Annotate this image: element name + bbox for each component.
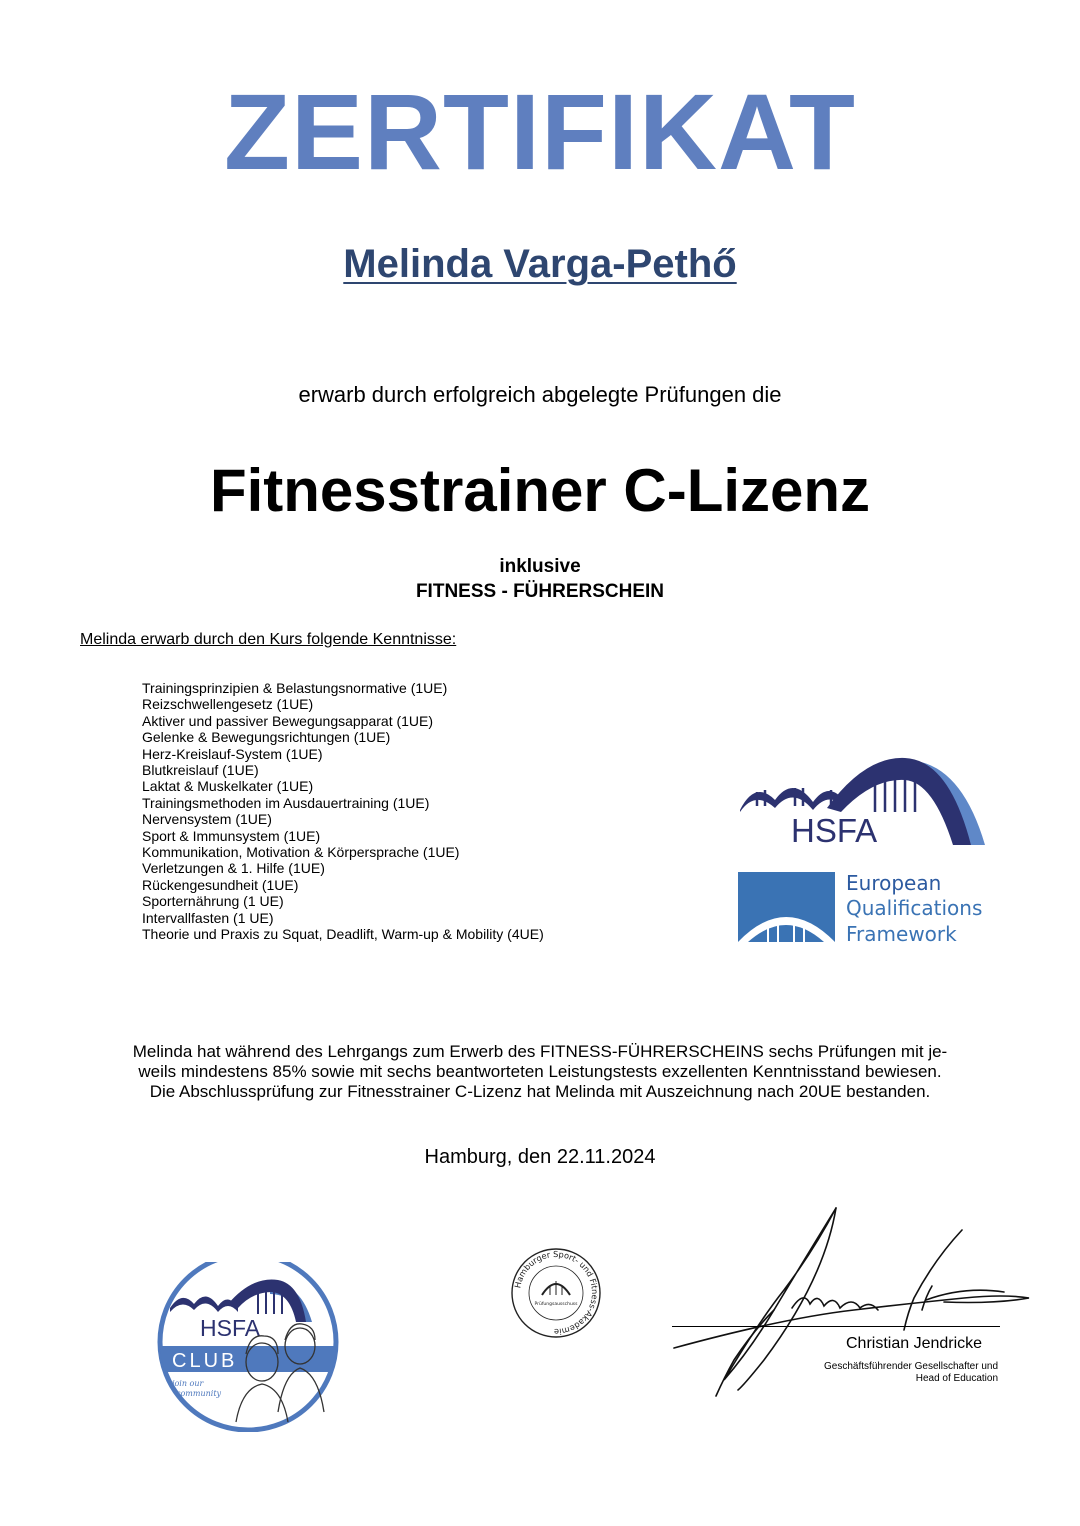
inclusive-label: inklusive xyxy=(499,556,581,577)
topic-item: Theorie und Praxis zu Squat, Deadlift, Warm-up & Mobility (4UE) xyxy=(142,926,544,943)
summary-paragraph xyxy=(0,1042,1080,1102)
topic-item: Sporternährung (1 UE) xyxy=(142,893,284,910)
license-title: Fitnesstrainer C-Lizenz xyxy=(209,457,871,524)
eqf-line-1: European xyxy=(846,871,942,895)
topic-item: Intervallfasten (1 UE) xyxy=(142,909,274,926)
topic-item: Rückengesundheit (1UE) xyxy=(142,876,299,893)
hsfa-club-badge xyxy=(150,1262,350,1432)
summary-line: weils mindestens 85% sowie mit sechs beantworteten Leistungstests exzellenten Kenntnisstand bewiesen. xyxy=(138,1062,942,1081)
club-tagline-1: join our xyxy=(172,1379,204,1388)
club-text: CLUB xyxy=(172,1350,238,1372)
place-date: Hamburg, den 22.11.2024 xyxy=(424,1146,656,1168)
knowledge-heading: Melinda erwarb durch den Kurs folgende Kenntnisse: xyxy=(80,631,457,648)
summary-line: Die Abschlussprüfung zur Fitnesstrainer C-Lizenz hat Melinda mit Auszeichnung nach 20UE bestanden. xyxy=(149,1082,931,1101)
topic-item: Blutkreislauf (1UE) xyxy=(142,762,259,779)
topics-list xyxy=(142,680,544,943)
club-hsfa-text: HSFA xyxy=(200,1315,261,1341)
hsfa-logo xyxy=(735,750,990,850)
academy-seal xyxy=(510,1247,602,1339)
eqf-line-2: Qualifications xyxy=(846,896,983,920)
eqf-logo xyxy=(738,870,988,946)
topic-item: Sport & Immunsystem (1UE) xyxy=(142,827,321,844)
seal-ring-text: Hamburger Sport- und Fitness-Akademie xyxy=(512,1248,601,1338)
topic-item: Verletzungen & 1. Hilfe (1UE) xyxy=(142,860,325,877)
signer-role xyxy=(780,1361,998,1385)
topic-item: Herz-Kreislauf-System (1UE) xyxy=(142,745,323,762)
intro-text: erwarb durch erfolgreich abgelegte Prüfungen die xyxy=(298,382,782,407)
eqf-line-3: Framework xyxy=(846,922,957,946)
topic-item: Laktat & Muskelkater (1UE) xyxy=(142,778,314,795)
fuehrerschein-label: FITNESS - FÜHRERSCHEIN xyxy=(415,581,665,602)
seal-center-text: Prüfungsausschuss xyxy=(534,1302,578,1307)
topic-item: Aktiver und passiver Bewegungsapparat (1UE) xyxy=(142,712,434,729)
topic-item: Gelenke & Bewegungsrichtungen (1UE) xyxy=(142,729,391,746)
signature-line xyxy=(672,1326,1000,1327)
club-tagline-2: community xyxy=(176,1389,222,1398)
recipient-name-text: Melinda Varga-Pethő xyxy=(343,242,737,286)
hsfa-logo-text: HSFA xyxy=(791,812,878,849)
topic-item: Nervensystem (1UE) xyxy=(142,811,272,828)
certificate-title: ZERTIFIKAT xyxy=(224,71,856,192)
signer-role-line: Geschäftsführender Gesellschafter und xyxy=(824,1361,998,1372)
topic-item: Kommunikation, Motivation & Körpersprache (1UE) xyxy=(142,844,460,861)
topic-item: Trainingsmethoden im Ausdauertraining (1UE) xyxy=(142,794,430,811)
signer-role-line: Head of Education xyxy=(915,1373,998,1384)
topic-item: Trainingsprinzipien & Belastungsnormative (1UE) xyxy=(142,680,448,696)
recipient-name xyxy=(0,244,1080,284)
signer-name: Christian Jendricke xyxy=(846,1335,983,1352)
summary-line: Melinda hat während des Lehrgangs zum Erwerb des FITNESS-FÜHRERSCHEINS sechs Prüfungen mit je- xyxy=(132,1042,948,1061)
topic-item: Reizschwellengesetz (1UE) xyxy=(142,696,314,713)
